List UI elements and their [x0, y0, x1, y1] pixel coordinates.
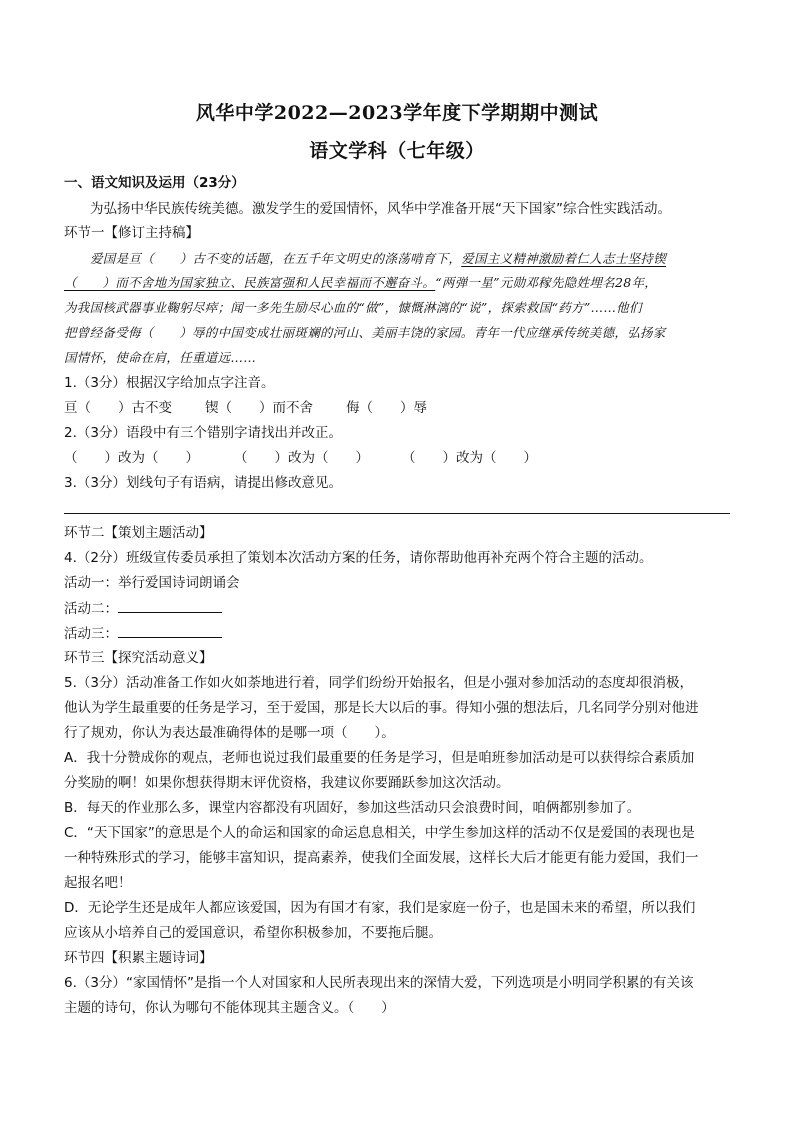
underlined-sentence: 爱国主义精神激励着仁人志士坚持锲 — [461, 251, 667, 266]
passage-line-2 — [64, 274, 730, 292]
passage-line-5: 国情怀，使命在肩，任重道远…… — [64, 350, 257, 365]
question-3: 3.（3分）划线句子有语病，请提出修改意见。 — [64, 475, 342, 491]
activity-2-row — [64, 599, 730, 618]
question-6-line: 6.（3分）“家国情怀”是指一个人对国家和人民所表现出来的深情大爱，下列选项是小明同学积累的有关该 — [64, 975, 694, 991]
q1-item[interactable]: 锲（ ）而不舍 — [205, 400, 313, 416]
q2-item[interactable]: （ ）改为（ ） — [234, 450, 369, 466]
passage-line-4: 把曾经备受侮（ ）辱的中国变成壮丽斑斓的河山、美丽丰饶的家园。青年一代应继承传统美德，弘扬家 — [64, 325, 666, 340]
exam-title: 风华中学2022—2023学年度下学期期中测试 — [195, 102, 599, 124]
q2-item[interactable]: （ ）改为（ ） — [402, 450, 537, 466]
q1-item[interactable]: 侮（ ）辱 — [346, 400, 427, 416]
passage-text: 爱国是亘（ ）古不变的话题，在五千年文明史的涤荡啃育下， — [90, 251, 462, 266]
question-6-line: 主题的诗句，你认为哪句不能体现其主题含义。（ ） — [64, 1000, 395, 1016]
question-5-line: 他认为学生最重要的任务是学习，至于爱国，那是长大以后的事。得知小强的想法后，几名同学分别对他进 — [64, 700, 699, 716]
section-intro: 为弘扬中华民族传统美德。激发学生的爱国情怀，风华中学准备开展“天下国家”综合性实践活动。 — [90, 201, 671, 217]
link1-heading: 环节一【修订主持稿】 — [64, 225, 199, 241]
question-2: 2.（3分）语段中有三个错别字请找出并改正。 — [64, 425, 342, 441]
question-5-line: 5.（3分）活动准备工作如火如荼地进行着，同学们纷纷开始报名，但是小强对参加活动的态度却很消极， — [64, 675, 693, 691]
passage-line-1 — [90, 250, 730, 268]
question-5-line: 行了规劝，你认为表达最准确得体的是哪一项（ ）。 — [64, 725, 395, 741]
section-heading: 一、语文知识及运用（23分） — [64, 175, 245, 191]
passage-text: “两弹一星”元勋邓稼先隐姓埋名28年， — [435, 275, 658, 290]
option-c-cont: 起报名吧！ — [64, 875, 132, 891]
activity-3-label: 活动三： — [64, 626, 118, 642]
question-1: 1.（3分）根据汉字给加点字注音。 — [64, 375, 275, 391]
activity-2-blank[interactable] — [118, 599, 222, 613]
link2-heading: 环节二【策划主题活动】 — [64, 525, 213, 541]
option-c[interactable]: C．“天下国家”的意思是个人的命运和国家的命运息息相关，中学生参加这样的活动不仅是爱国的表现也是 — [64, 825, 695, 841]
option-a[interactable]: A．我十分赞成你的观点，老师也说过我们最重要的任务是学习，但是咱班参加活动是可以获得综合素质加 — [64, 750, 695, 766]
option-b[interactable]: B．每天的作业那么多，课堂内容都没有巩固好，参加这些活动只会浪费时间，咱俩都别参加了。 — [64, 800, 641, 816]
passage-line-3: 为我国核武器事业鞠躬尽瘁；闻一多先生励尽心血的“做”，慷慨淋漓的“说”，探索救国“药方”……他们 — [64, 300, 642, 315]
option-c-cont: 一种特殊形式的学习，能够丰富知识，提高素养，使我们全面发展，这样长大后才能更有能力爱国，我们一 — [64, 850, 699, 866]
link3-heading: 环节三【探究活动意义】 — [64, 650, 213, 666]
exam-subtitle: 语文学科（七年级） — [309, 140, 485, 162]
activity-3-row — [64, 624, 730, 643]
activity-1: 活动一：举行爱国诗词朗诵会 — [64, 575, 240, 591]
option-d-cont: 应该从小培养自己的爱国意识，希望你积极参加，不要拖后腿。 — [64, 925, 442, 941]
activity-2-label: 活动二： — [64, 601, 118, 617]
activity-3-blank[interactable] — [118, 624, 222, 638]
option-d[interactable]: D．无论学生还是成年人都应该爱国，因为有国才有家，我们是家庭一份子，也是国未来的希望，所以我们 — [64, 900, 696, 916]
underlined-sentence: （ ）而不舍地为国家独立、民族富强和人民幸福而不邂奋斗。 — [64, 275, 436, 290]
q2-item[interactable]: （ ）改为（ ） — [64, 450, 199, 466]
answer-line[interactable] — [64, 513, 730, 514]
option-a-cont: 分奖励的啊！如果你想获得期末评优资格，我建议你要踊跃参加这次活动。 — [64, 775, 510, 791]
q1-item[interactable]: 亘（ ）古不变 — [64, 400, 172, 416]
link4-heading: 环节四【积累主题诗词】 — [64, 950, 213, 966]
question-4: 4.（2分）班级宣传委员承担了策划本次活动方案的任务，请你帮助他再补充两个符合主题的活动。 — [64, 550, 653, 566]
